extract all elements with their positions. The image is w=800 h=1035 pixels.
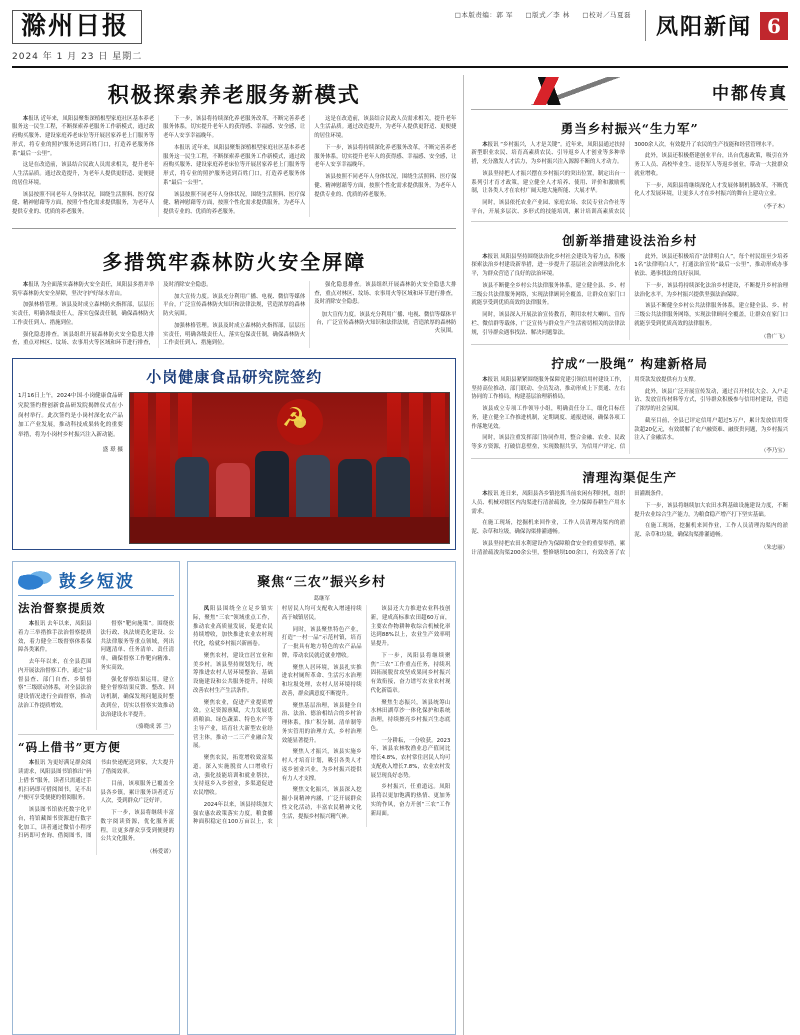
- swirl-logo-icon: [18, 569, 54, 591]
- paragraph: 此外，该县还积极培育“法律明白人”，每个村民组至少培养1名“法律明白人”，打通法治宣传“最后一公里”，推动形成办事依法、遇事找法的良好氛围。: [634, 253, 788, 277]
- article-body: [471, 141, 788, 217]
- paragraph: 聚焦生态振兴，该县统筹山水林田湖草沙一体化保护和系统治理，持续擦亮乡村振兴生态底色。: [370, 699, 451, 732]
- paragraph: 这是在改造前，该县结合民政人员需求相关，提升老年人生活品质。通过改造提升，为老年人提供更舒适、更便捷的居住环境。: [314, 115, 457, 139]
- masthead-right: [645, 10, 788, 41]
- paragraph: 在施工现场，挖掘机来回作业，工作人员清理沟渠内的淤泥、杂草和垃圾，确保沟渠排灌通畅。: [471, 520, 626, 536]
- brief-item: [18, 600, 174, 730]
- paragraph: 督察“靶向施策”。围绕依法行政、执法规范化建设、公共法律服务等重点领域，列出问题清单、任务清单、责任清单，确保督察工作靶向精准、务实高效。: [100, 621, 174, 671]
- article-talent: [471, 114, 788, 217]
- article-headline: 多措筑牢森林防火安全屏障: [102, 249, 367, 274]
- paragraph: 下一步，该县将继续丰富数字阅读资源，优化服务流程，让更多群众享受到便捷的公共文化服务。: [100, 810, 174, 843]
- paragraph: 本报讯 凤阳县坚持围绕法治化乡村社会建设为着力点，积极探索法治乡村建设新举措，进一步提升了基层社会治理法治化水平，为群众营造了良好的法治环境。: [471, 253, 626, 277]
- divider: [471, 221, 788, 222]
- column-banner: [471, 75, 788, 110]
- box-three-rural: [187, 561, 456, 1035]
- article-signature: （朱忠丽）: [761, 544, 788, 551]
- paragraph: 一分耕耘，一分收获。2023年，该县农林牧渔业总产值同比增长4.8%，农村常住居民人均可支配收入增长7.8%，农业农村发展呈现良好态势。: [370, 737, 451, 779]
- left-column: [12, 75, 456, 1035]
- banner-title: 中都传真: [712, 84, 788, 104]
- paragraph: 本报讯 连日来，凤阳县各乡镇抢抓当前农闲有利时机，组织人员、机械对辖区内沟渠进行清淤疏浚，全力保障春耕生产用水需求。: [471, 491, 626, 515]
- article-credit-village: [471, 349, 788, 454]
- paragraph: 2024年以来，该县持续加大强农惠农政策落实力度，粮食播种面积稳定在100万亩以上，农村居民人均可支配收入增速持续高于城镇居民。: [193, 606, 362, 826]
- paragraph: 强化隐患排查。该县组织开展森林防火安全隐患大排查，重点对林区、坟场、农事用火等区域和环节进行排查，及时消除安全隐患。: [314, 281, 457, 306]
- feature-byline: 葛继军: [313, 596, 330, 602]
- page-number: 6: [760, 12, 788, 40]
- article-body: [471, 376, 788, 454]
- credit-editor: □本版责编：郭 军: [454, 11, 513, 19]
- paragraph: 下一步，凤阳县将继续聚焦“三农”工作重点任务，持续巩固拓展脱贫攻坚成果同乡村振兴有效衔接，奋力谱写农业农村现代化新篇章。: [370, 652, 451, 694]
- paragraph: 同时，该县依托农业产业园、家庭农场、农民专业合作社等平台，开展多层次、多形式的技能培训，累计培训高素质农民3000余人次，有效提升了农民的生产技能和经营管理水平。: [471, 141, 778, 215]
- photo-credit: 盛 璟 摄: [102, 446, 123, 453]
- paragraph: 本报讯 为全面落实森林防火安全责任，凤阳县多措并举筑牢森林防火安全屏障，坚决守护好绿水青山。: [12, 281, 155, 297]
- credits-line: [445, 10, 631, 20]
- article-signature: （李乃宝）: [761, 448, 788, 455]
- article-body: [12, 281, 456, 348]
- paragraph: 该县不断健全乡村公共法律服务体系，建立健全县、乡、村三级公共法律服务网络，实现法律顾问全覆盖，让群众在家门口就能享受到优质高效的法律服务。: [634, 303, 788, 327]
- article-body: [12, 115, 456, 217]
- photo-title: 小岗健康食品研究院签约: [146, 368, 323, 386]
- paragraph: 该县坚持把农田水利建设作为保障粮食安全的重要举措，累计清淤疏浚沟渠200余公里，整修塘坝100余口，有效改善了农田灌溉条件。: [471, 491, 667, 556]
- right-column: [463, 75, 788, 1035]
- paragraph: 加大宣传力度。该县充分利用广播、电视、微信等媒体平台，广泛宣传森林防火知识和法律法规，营造浓厚的森林防火氛围。: [163, 293, 306, 317]
- paragraph: 本报讯 凤阳县紧紧围绕服务保障党建引领信用村建设工作，坚持高位推动、部门联动、全员发动，推动形成上下贯通、左右协同的工作格局，构建基层治理新格局。: [471, 376, 626, 401]
- article-ditch-cleaning: [471, 463, 788, 557]
- article-signature: 加大宣传力度。该县充分利用广播、电视、微信等媒体平台，广泛宣传森林防火知识和法律法规，营造浓厚的森林防火氛围。: [316, 312, 457, 334]
- article-signature: （鲁广飞）: [761, 333, 788, 340]
- paper-name: 滁州日报: [12, 10, 142, 44]
- paragraph: 该县坚持把人才振兴摆在乡村振兴的突出位置，制定出台一系列引才育才政策，建立健全人才培养、使用、评价和激励机制，让各类人才在农村广阔天地大施所能、大展才华。: [471, 170, 626, 195]
- banner-graphic-icon: [471, 77, 621, 105]
- divider: [12, 228, 456, 229]
- paragraph: 下一步，凤阳县将继续深化人才发展体制机制改革，不断优化人才发展环境，让更多人才在乡村振兴的舞台上建功立业。: [634, 182, 788, 198]
- paragraph: 此外，该县广泛开展宣传发动，通过召开村民大会、入户走访、发放宣传材料等方式，引导群众积极参与信用村建设，营造了浓厚的社会氛围。: [634, 388, 788, 413]
- brief-signature: （骆晓成 郭 兰）: [132, 724, 174, 731]
- divider: [18, 734, 174, 735]
- paragraph: 加强林格管理。该县及时成立森林防火指挥部，层层压实责任，明确各级责任人，落实包保责任制，确保森林防火工作责任到人、措施到位。: [12, 302, 155, 326]
- brief-signature: （杨爱诺）: [147, 849, 174, 855]
- paragraph: 本报讯 为更好满足群众阅读需求，凤阳县图书馆推出“码上借书”服务，读者只需通过手机扫码即可借阅图书，足不出户便可享受便捷的借阅服务。: [18, 760, 92, 802]
- divider: [471, 344, 788, 345]
- paragraph: 聚焦农村，建设宜居宜业和美乡村。该县坚持规划先行，统筹推进农村人居环境整治、基础设施建设和公共服务提升，持续改善农村生产生活条件。: [193, 652, 273, 694]
- paragraph: 强化督察结果运用。建立健全督察结果反馈、整改、回访机制，确保发现问题及时整改到位，切实以督察实效推动法治建设水平提升。: [100, 676, 174, 718]
- paragraph: 此外，该县还积极搭建创业平台，出台优惠政策，吸引在外务工人员、高校毕业生、退役军人等返乡创业，带动一大批群众就业增收。: [634, 153, 788, 177]
- article-forest-fire: [12, 240, 456, 348]
- article-body: [471, 253, 788, 340]
- photo-feature: [12, 358, 456, 550]
- paragraph: 该县成立专项工作领导小组，明确责任分工，细化目标任务，建立健全工作推进机制，定期调度、通报进展，确保各项工作落地见效。: [471, 406, 626, 430]
- paragraph: 强化隐患排查。该县组织开展森林防火安全隐患大排查，重点对林区、坟场、农事用火等区域和环节进行排查，及时消除安全隐患。: [12, 281, 212, 347]
- paragraph: 本报讯 “乡村振兴，人才是关键”。近年来，凤阳县通过扶持新型职业农民、培育高素质农民、引导返乡人才创业等多种举措，充分激发人才活力，为乡村振兴注入源源不断的人才动力。: [471, 141, 626, 165]
- paragraph: 下一步，该县将持续深化法治乡村建设，不断提升乡村治理法治化水平，为乡村振兴提供坚强法治保障。: [634, 282, 788, 298]
- page-body: [12, 75, 788, 1035]
- masthead-credits: [142, 10, 645, 22]
- paragraph: 下一步，该县将继续加大农田水利基础设施建设力度，不断提升农业综合生产能力，为粮食稳产增产打下坚实基础。: [634, 502, 788, 518]
- paragraph: 同时，该县注重发挥部门协同作用，整合金融、农业、民政等多方资源，打破信息壁垒，实现数据共享，为信用户评定、信用贷款发放提供有力支撑。: [471, 376, 699, 451]
- brief-headline: 法治督察提质效: [18, 601, 106, 615]
- credit-layout: □版式／李 林: [525, 11, 570, 19]
- article-elderly-care: [12, 75, 456, 217]
- paragraph: 聚焦文化振兴，该县深入挖掘小岗精神内涵，广泛开展群众性文化活动，丰富农民精神文化生活，提振乡村振兴精气神。: [281, 787, 362, 820]
- column-title: 鼓乡短波: [59, 572, 135, 592]
- brief-item: [18, 739, 174, 855]
- article-headline: 勇当乡村振兴“生力军”: [560, 120, 699, 136]
- paragraph: 该县按照不同老年人身体状况，围绕生活照料、医疗保健、精神慰藉等方面，按照个性化需求提供服务，为老年人提供专业的、优质的养老服务。: [163, 191, 306, 215]
- paragraph: 该县还大力推进农业科技创新，建成高标准农田超60万亩，主要农作物耕种收综合机械化率达到88%以上，农业生产效率明显提升。: [370, 606, 451, 647]
- paragraph: 该县按照不同老年人身体状况，围绕生活照料、医疗保健、精神慰藉等方面，按照个性化需求提供服务，为老年人提供专业的、优质的养老服务。: [12, 191, 155, 215]
- paragraph: 聚焦人才振兴，该县实施乡村人才培育计划，吸引各类人才返乡创业兴业，为乡村振兴提供有力人才支撑。: [281, 749, 362, 782]
- paragraph: 这是在改造前，该县结合民政人员需求相关，提升老年人生活品质。通过改造提升，为老年人提供更舒适、更便捷的居住环境。: [12, 162, 155, 186]
- paragraph: 聚焦人居环境，该县扎实推进农村厕所革命、生活污水治理和垃圾处理，农村人居环境持续改善，群众满意度不断提升。: [281, 664, 362, 697]
- paragraph: 加强林格管理。该县及时成立森林防火指挥部，层层压实责任，明确各级责任人，落实包保责任制，确保森林防火工作责任到人、措施到位。: [163, 322, 306, 347]
- photo-row: [18, 392, 450, 544]
- article-signature: （李子木）: [761, 204, 788, 210]
- paragraph: 在施工现场，挖掘机来回作业，工作人员清理沟渠内的淤泥、杂草和垃圾，确保沟渠排灌通畅。: [634, 523, 788, 539]
- table-drape: [130, 517, 449, 543]
- paragraph: 该县不断健全乡村公共法律服务体系，建立健全县、乡、村三级公共法律服务网络，实现法律顾问全覆盖，让群众在家门口就能享受到优质高效的法律服务。: [471, 282, 626, 307]
- article-headline: 积极探索养老服务新模式: [107, 81, 361, 107]
- paragraph: 乡村振兴，任重道远。凤阳县将以更加饱满的热情、更加务实的作风，奋力开创“三农”工作新局面。: [370, 784, 451, 817]
- article-headline: 拧成“一股绳” 构建新格局: [551, 355, 709, 371]
- paragraph: 目前，该项服务已覆盖全县各乡镇，累计服务读者近万人次，受到群众广泛好评。: [100, 780, 174, 805]
- article-headline: 创新举措建设法治乡村: [562, 232, 698, 248]
- photo-caption-text: 1月16日上午，2024中国·小岗健康食品研究院签约暨创新食品研发院揭牌仪式在小岗村举行。此次签约是小岗村深化农产品加工产业发展，推动科技成果转化的重要举措，将为小岗村乡村振兴注入新动能。: [18, 393, 124, 439]
- masthead-left: [12, 10, 142, 62]
- paragraph: 聚焦农民，拓宽增收致富渠道。深入实施脱贫人口增收行动，强化技能培训和就业帮扶，支持返乡入乡创业，多渠道促进农民增收。: [193, 755, 273, 796]
- paragraph: 下一步，该县将持续深化养老服务改革，不断完善养老服务体系，切实提升老年人的获得感、幸福感、安全感，让老年人安享幸福晚年。: [163, 115, 306, 139]
- bottom-boxes: [12, 561, 456, 1035]
- paragraph: 截至目前，全县已评定信用户超过5万户，累计发放信用贷款超20亿元，有效缓解了农户融资难、融资贵问题，为乡村振兴注入了金融活水。: [634, 417, 788, 442]
- paragraph: 同时，该县聚焦特色产业，打造“一村一品”示范村镇，培育了一批具有地方特色的农产品品牌，带动农民就近就业增收。: [281, 626, 362, 659]
- paragraph: 本报讯 近年来，凤阳县聚集深植根型家庭社区基本养老服务这一民生工程，不断探索养老服务工作新模式，通过政府购买服务、建设家庭养老床位等开展居家养老上门服务等形式，将专业的照护服务送到百姓门口，打造养老服务体系“最后一公里”。: [163, 144, 306, 186]
- box-short-wave: [12, 561, 180, 1035]
- feature-headline: 聚焦“三农”振兴乡村: [257, 575, 387, 590]
- paragraph: 本报讯 去年以来，凤阳县着力三举措推手法治督察提质效，着力健全三级督察体系保障各类案件。: [18, 621, 92, 654]
- photo-image: [129, 392, 450, 544]
- brief-body: [18, 620, 174, 730]
- paragraph: 该县图书馆依托数字化平台，将馆藏图书资源进行数字化加工，读者通过微信小程序扫码即可查询、借阅图书，图书由快递配送到家，大大提升了借阅效率。: [18, 760, 174, 840]
- paragraph: 聚焦基层治理，该县健全自治、法治、德治相结合的乡村治理体系，推广积分制、清单制等务实管用的治理方式，乡村治理效能显著提升。: [281, 702, 362, 744]
- hammer-sickle-icon: ☭: [281, 403, 306, 433]
- section-title: 凤阳新闻: [645, 10, 752, 41]
- paragraph: 凤阳县围绕全立足乡镇实际，聚焦“三农”领域重点工作，推动农业高质量发展，促进农民持续增收，加快推进农业农村现代化，绘就乡村振兴新画卷。: [193, 606, 273, 647]
- credit-proofreader: □校对／马夏磊: [582, 11, 631, 19]
- divider: [471, 458, 788, 459]
- paragraph: 聚焦农业，促进产业提质增效。立足资源禀赋，大力发展优质粮油、绿色蔬菜、特色水产等主导产业，培育壮大新型农业经营主体，推动一二三产业融合发展。: [193, 699, 273, 750]
- publication-date: 2024 年 1 月 23 日 星期二: [12, 51, 143, 62]
- brief-headline: “码上借书”更方便: [18, 740, 121, 755]
- brief-body: [18, 759, 174, 855]
- paragraph: 本报讯 近年来，凤阳县聚集深植根型家庭社区基本养老服务这一民生工程，不断探索养老服务工作新模式，通过政府购买服务、建设家庭养老床位等开展居家养老上门服务等形式，将专业的照护服务送到百姓门口，打造养老服务体系“最后一公里”。: [12, 115, 155, 157]
- article-body: [471, 490, 788, 557]
- paragraph: 同时，该县深入开展法治宣传教育，利用农村大喇叭、宣传栏、微信群等载体，广泛宣传与群众生产生活密切相关的法律法规，引导群众遇事找法、解决问题靠法。: [471, 312, 626, 336]
- article-rule-of-law-village: [471, 226, 788, 340]
- masthead: [12, 10, 788, 68]
- photo-caption-block: [18, 392, 123, 544]
- paragraph: 去年年以来，在全县范围内开展法治督察工作，通过“县督县查、部门自查、乡镇督察”三级联动体系，对全县法治建设情况进行全面督察，推动法治工作提质增效。: [18, 659, 92, 709]
- paragraph: 该县按照不同老年人身体状况，围绕生活照料、医疗保健、精神慰藉等方面，按照个性化需求提供服务，为老年人提供专业的、优质的养老服务。: [314, 174, 457, 198]
- column-logo: [18, 567, 174, 596]
- paragraph: 下一步，该县将持续深化养老服务改革，不断完善养老服务体系，切实提升老年人的获得感、幸福感、安全感，让老年人安享幸福晚年。: [314, 144, 457, 169]
- article-headline: 清理沟渠促生产: [582, 470, 677, 486]
- feature-body: [193, 605, 450, 827]
